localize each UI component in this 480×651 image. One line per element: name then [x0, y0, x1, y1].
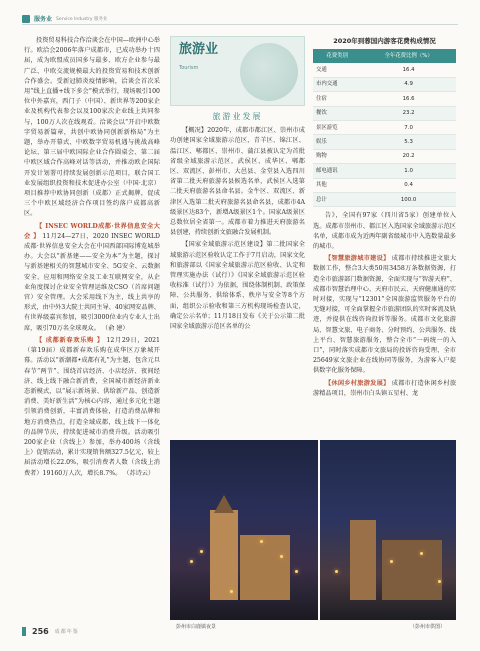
table-row [313, 192, 456, 206]
spending-table [313, 49, 456, 207]
table-cell: 总计 [313, 192, 361, 206]
banner-subtitle: Tourism [179, 65, 199, 71]
table-row [313, 77, 456, 91]
night-street-photo [320, 440, 456, 620]
column-left [24, 36, 160, 596]
paragraph-insec [24, 222, 160, 334]
right-photo-caption: （彭州市供图） [410, 624, 446, 630]
paragraph-demo-zone: 【国家全域旅游示范区建设】第二批国家全域旅游示范区验收认定工作于7月启动，国家文化和旅游部以《国家全域旅游示范区验收、认定和管理实施办法（试行）》《国家全域旅游示范区验收标准（试行）》为依据，围绕体制机制、政策保障、公共服务、供给体系、秩序与安全等8个方面，组织公示验收和第三方机构现场检查认定，确定公示名单；11月18日发布《关于公示第二批国家全域旅游示范区名单的公 [170, 241, 305, 331]
paragraph-rural-body: 成都市打造休闲乡村旅游精品项目，崇州市白头镇五星村、龙 [313, 379, 456, 397]
header-section: 服务业 [34, 16, 53, 23]
table-cell: 邮电通讯 [313, 164, 361, 178]
paragraph-spring-festival [24, 336, 160, 479]
table-cell: 景区游览 [313, 120, 361, 134]
table-cell: 其他 [313, 178, 361, 192]
table-row [313, 149, 456, 163]
table-cell: 7.0 [361, 120, 456, 134]
tourism-banner [170, 36, 305, 106]
table-row [313, 92, 456, 106]
table-row [313, 178, 456, 192]
paragraph-insec-body: 11月24—27日，2020 INSEC WORLD成都·世界信息安全大会在中国西部国际博览城举办。大会以“新基建——安全为本”为主题，探讨与新基建相关的智慧城市安全、5G安全、云数据安全、应用和网络安全及工业互联网安全，从企业角度探讨企业安全管理运维及CSO（首席问题官）安全管理。大会采用线下为主，线上共享的形式，由中外3大院士共同主导、40家网安品牌、有世界级嘉宾参加，吸引3000位业内专业人士出席，吸引70万名全球观众。 [24, 232, 160, 332]
table-header-cell: 花费类别 [313, 49, 361, 63]
section-heading-insec: 【 INSEC WORLD成都·世界信息安全大会 】 [24, 222, 160, 240]
building [350, 520, 376, 600]
header-divider [22, 24, 458, 25]
paragraph-overview: 【概况】2020年，成都市都江区、崇州市成功创建国家全域旅游示范区，青羊区、锦江区、温江区、郫都区、崇州市、蒲江县被认定为首批省级全域旅游示范区，武侯区、成华区、郫都区、双流区、彭州市、大邑县、金堂县入选四川省第二批天府旅游名县候选名单，武侯区入选第二批天府旅游名县命名县。金牛区、双流区、新津区入选第二批天府旅游名县命名县，成都市4A级景区达83个，新增A级景区1个。国家A级景区总数位居全省第一。成都市着力推进天府旅游名县创建，持续创新文旅融合发展机制。 [170, 127, 305, 237]
paragraph-spring-body: 12月29日，2021（第19届）成都新春欢乐购在成华区万象城开幕。活动以“新潮都•成都有礼”为主题，包含元旦春节“两节”、围绕首店经济、小店经济、夜间经济、线上线下融合新消费，全国城市新经济新业态新模式，以“展示新场景、供给新产品、创造新消费、美好新生活”为核心内容，通过多元化主题引领消费创新，丰富消费体验，打造消费品牌和地方消费热点，打造全域成都，线上线下一体化的品牌节庆，持续促进城市消费升级。活动吸引200家企业（含线上）参加，举办400场（含线上）促销活动，累计实现销售额327.5亿元，较上届活动增长22.0%，吸引消费者人数（含线上消费者）19160万人次，增长8.7%。 [24, 336, 160, 477]
left-photo-caption: 彭州市白鹿镇夜景 [176, 624, 217, 630]
page-number: 256 [32, 627, 49, 636]
building-2 [382, 540, 442, 600]
castle-tower [210, 510, 238, 600]
table-cell: 住宿 [313, 92, 361, 106]
paragraph-smart-body: 成都市持续推进文旅大数据工作，整合3大类50用3458万条数据资源，打造全市旅游部门数据资源，全面实现与“智游天府”、成都市智慧治理中心、天府市民云、天府健康通的实时对接，实现与“12301”全国旅游监管服务平台的无缝对接，可全面掌握全市旅游团队的实时客流及轨迹，并提供在线咨询投诉等服务。成都市文化旅游局、智慧文旅、电子商务、分时预约、公共服务、线上平台、智慧旅游服务，整合全市“一码统一的入口”，同时落实成都市文旅局的投诉咨询受理、全市25649家文旅企业在线协同等服务，为游客入户提供数字化服务保障。 [313, 255, 456, 375]
paragraph-rural [313, 379, 456, 399]
table-cell: 1.0 [361, 164, 456, 178]
castle-wall [240, 535, 290, 600]
section-heading-rural: 【休闲乡村旅游发展】 [325, 379, 390, 387]
table-cell: 交通 [313, 63, 361, 77]
table-title: 2020年到蓉国内游客花费构成情况 [333, 37, 436, 45]
source-insec: （俞 建） [101, 324, 129, 332]
table-cell: 市内交通 [313, 77, 361, 91]
table-cell: 娱乐 [313, 135, 361, 149]
column-middle [170, 36, 305, 431]
table-cell: 餐饮 [313, 106, 361, 120]
footer-mark-icon [22, 627, 26, 636]
table-cell: 4.9 [361, 77, 456, 91]
banner-decoration [240, 43, 298, 101]
footer-label: 成都年鉴 [54, 629, 79, 635]
source-spring: （苏诗云） [123, 469, 155, 477]
page-footer [22, 627, 79, 636]
castle-roof [214, 495, 234, 513]
table-row [313, 63, 456, 77]
table-row [313, 135, 456, 149]
table-cell: 5.3 [361, 135, 456, 149]
section-heading-smart: 【智慧旅游城市建设】 [325, 255, 390, 263]
table-cell: 23.2 [361, 106, 456, 120]
paragraph-eu-fair: 投资贸易科技合作洽谈会在中国—欧洲中心举行。欧洽会2006年落户成都市，已成功举办十四届，成为欧盟成员国多与最多、欧方企业参与最广泛、中欧交流规模最大的投资贸易和技术创新合作盛会。受新冠肺炎疫情影响，洽谈会首次采用“线上直播+线下多会”模式举行，现场吸引100位中外嘉宾，西门子（中国）、新世界等200家企业及机构代表参会以及100家次企业线上共同参与，100万人次在线观看。洽谈会以“开启中欧数字贸易新篇章，共创中欧协同创新新格局”为主题，举办开幕式、中欧数字贸易机遇与挑战高峰论坛、第三届中欧国际企业合作圆桌会、第二届中欧区域合作高峰对话等活动，并推动欧企国际开发计划署可持续发展创新示范项目，联合国工业发展组织投资和技术促进办公室（中国·北京）项目推荐中欧协同创新（成都）正式揭牌，促成三个中欧区域经济合作项目签约落户成都高新区。 [24, 37, 160, 218]
table-cell: 购物 [313, 149, 361, 163]
table-row [313, 120, 456, 134]
banner-title: 旅游业 [179, 42, 219, 57]
table-cell: 16.4 [361, 63, 456, 77]
paragraph-demo-zone-cont: 告》，全国有97家（四川省5家）创建单位入选。成都市崇州市、都江区入选国家全域旅游示范区名单，成都市成为近两年副省级城市中入选数量最多的城市。 [313, 212, 456, 250]
table-header-cell: 全年花费比例（%） [361, 49, 456, 63]
table-cell: 16.6 [361, 92, 456, 106]
table-cell: 100.0 [361, 192, 456, 206]
table-row [313, 106, 456, 120]
section-heading-spring: 【 成都新春欢乐购 】 [36, 336, 104, 344]
paragraph-smart-city [313, 254, 456, 376]
table-cell: 20.2 [361, 149, 456, 163]
night-castle-photo [170, 440, 318, 620]
table-cell: 0.4 [361, 178, 456, 192]
header-subtitle: Service Industry 服务业 [56, 16, 108, 22]
subsection-heading: 旅游业发展 [212, 112, 263, 121]
table-row [313, 164, 456, 178]
header-mark-icon [22, 15, 30, 23]
page-header [22, 14, 108, 23]
